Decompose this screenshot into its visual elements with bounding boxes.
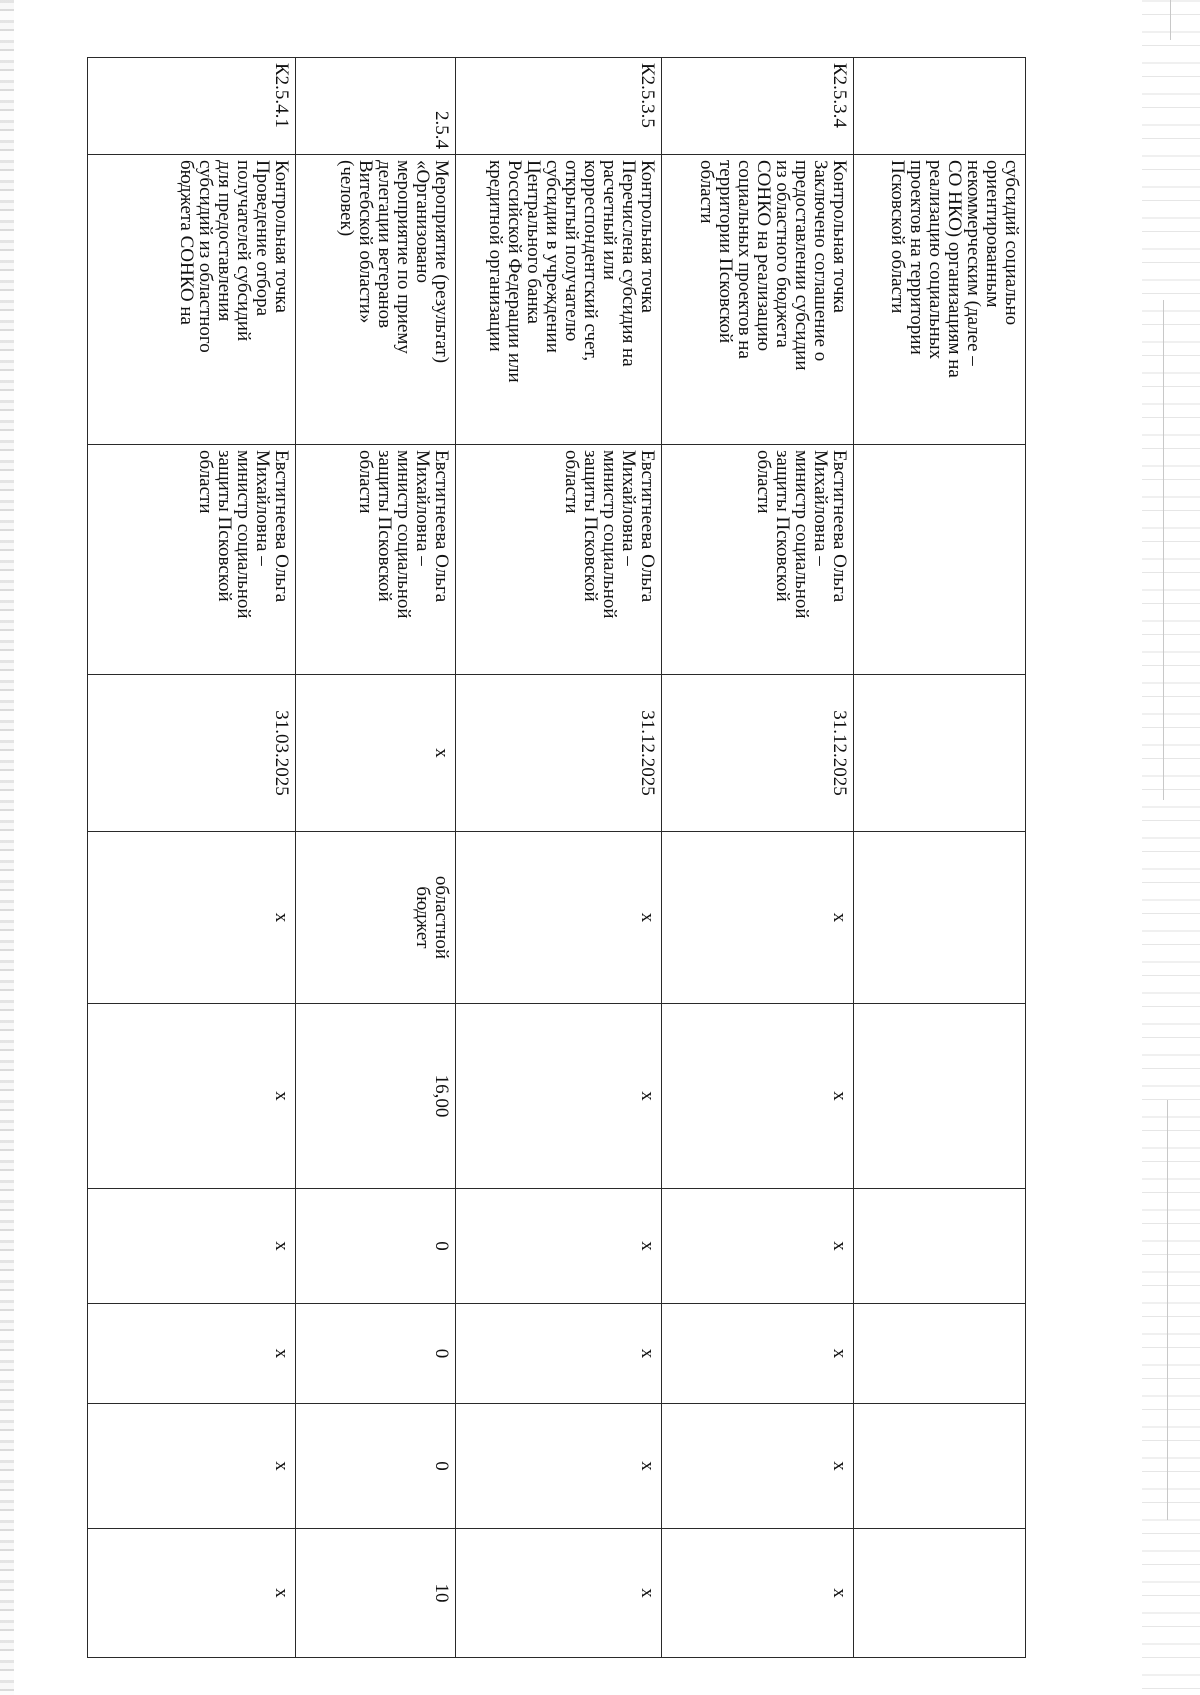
row-value-5: x: [456, 1529, 662, 1658]
row-value-5: x: [662, 1529, 854, 1658]
row-value-4: [854, 1404, 1026, 1529]
row-value-5: 10: [296, 1529, 456, 1658]
row-date: [854, 675, 1026, 832]
row-date: 31.12.2025: [456, 675, 662, 832]
row-value-3: x: [456, 1304, 662, 1404]
row-value-5: [854, 1529, 1026, 1658]
row-value-1: x: [662, 1004, 854, 1189]
row-source: x: [88, 832, 296, 1004]
row-number: К2.5.3.5: [456, 58, 662, 155]
row-responsible: Евстигнеева Ольга Михайловна – министр социальной защиты Псковской области: [662, 445, 854, 675]
row-name: Контрольная точка Проведение отбора получателей субсидий для предоставления субсидий из областного бюджета СОНКО на: [88, 155, 296, 445]
plan-table: [87, 57, 1026, 1658]
row-date: x: [296, 675, 456, 832]
row-value-2: x: [456, 1189, 662, 1304]
row-number: [854, 58, 1026, 155]
row-responsible: [854, 445, 1026, 675]
row-value-4: x: [456, 1404, 662, 1529]
row-number: 2.5.4: [296, 58, 456, 155]
row-value-4: x: [662, 1404, 854, 1529]
row-number: К2.5.4.1: [88, 58, 296, 155]
row-value-2: 0: [296, 1189, 456, 1304]
row-value-1: [854, 1004, 1026, 1189]
row-source: областной бюджет: [296, 832, 456, 1004]
row-date: 31.12.2025: [662, 675, 854, 832]
rotated-page: [88, 57, 1026, 1657]
row-value-2: x: [88, 1189, 296, 1304]
scan-artifact: [1163, 300, 1164, 800]
row-value-3: x: [88, 1304, 296, 1404]
table-row: [662, 58, 854, 1658]
row-responsible: Евстигнеева Ольга Михайловна – министр социальной защиты Псковской области: [88, 445, 296, 675]
row-value-3: x: [662, 1304, 854, 1404]
scan-edge-right: [1142, 0, 1200, 1695]
row-value-1: x: [88, 1004, 296, 1189]
row-value-5: x: [88, 1529, 296, 1658]
row-source: [854, 832, 1026, 1004]
row-number: К2.5.3.4: [662, 58, 854, 155]
table-row: [456, 58, 662, 1658]
row-value-2: [854, 1189, 1026, 1304]
row-value-3: [854, 1304, 1026, 1404]
row-source: x: [456, 832, 662, 1004]
row-date: 31.03.2025: [88, 675, 296, 832]
row-responsible: Евстигнеева Ольга Михайловна – министр социальной защиты Псковской области: [296, 445, 456, 675]
scan-edge-left: [0, 0, 14, 1695]
table-row: [88, 58, 296, 1658]
row-value-1: x: [456, 1004, 662, 1189]
row-source: x: [662, 832, 854, 1004]
row-value-4: x: [88, 1404, 296, 1529]
row-value-1: 16,00: [296, 1004, 456, 1189]
table-row: [296, 58, 456, 1658]
row-value-4: 0: [296, 1404, 456, 1529]
row-name: Контрольная точка Заключено соглашение о предоставлении субсидии из областного бюджета СОНКО на реализацию социальных проектов на территории Псковской области: [662, 155, 854, 445]
scan-artifact: [1170, 0, 1171, 40]
row-responsible: Евстигнеева Ольга Михайловна – министр социальной защиты Псковской области: [456, 445, 662, 675]
table-row: [854, 58, 1026, 1658]
row-name: Мероприятие (результат) «Организовано мероприятие по приему делегации ветеранов Витебской области» (человек): [296, 155, 456, 445]
row-name: Контрольная точка Перечислена субсидия на расчетный или корреспондентский счет, открытый получателю субсидии в учреждении Центрального банка Российской Федерации или кредитной организации: [456, 155, 662, 445]
scan-artifact: [1167, 1100, 1168, 1520]
row-value-2: x: [662, 1189, 854, 1304]
row-name: субсидий социально ориентированным некоммерческим (далее – СО НКО) организациям на реализацию социальных проектов на территории Псковской области: [854, 155, 1026, 445]
row-value-3: 0: [296, 1304, 456, 1404]
